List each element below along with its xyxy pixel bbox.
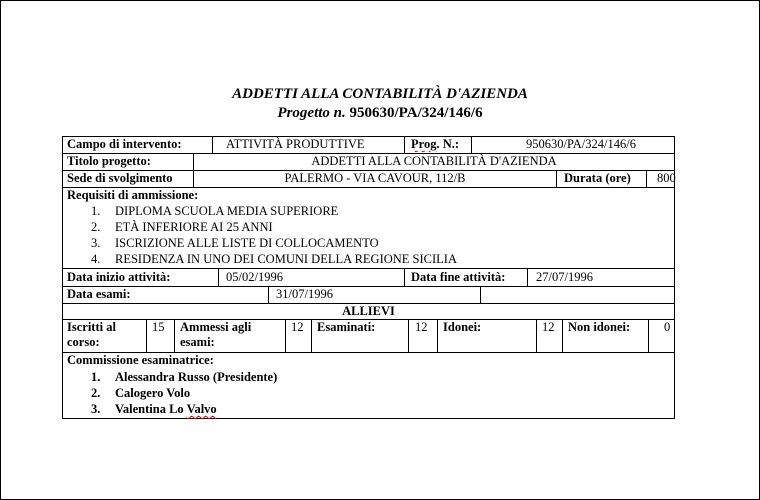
campo-label: Campo di intervento: [67,137,182,151]
cell-divider [480,286,481,303]
iscritti-value: 15 [152,320,165,334]
requisito-text: ETÀ INFERIORE AI 25 ANNI [115,220,273,234]
iscritti-label-line1: Iscritti al [67,320,116,334]
list-number: 2. [91,386,101,400]
requisito-item [91,204,338,219]
esami-label: Data esami: [67,287,131,301]
list-number: 3. [91,236,101,250]
project-code: 950630/PA/324/146/6 [349,105,483,121]
table-border-bottom [62,418,675,419]
cell-divider [437,319,438,352]
member-name: Calogero Volo [115,386,191,400]
prog-label-rest: . N.: [436,137,460,151]
durata-label: Durata (ore) [564,171,631,185]
titolo-value: ADDETTI ALLA CONTABILITÀ D'AZIENDA [311,154,557,168]
sede-value: PALERMO - VIA CAVOUR, 112/B [284,171,466,185]
requisito-item [91,236,379,251]
commissione-label: Commissione esaminatrice: [67,353,214,367]
list-number: 2. [91,220,101,234]
ammessi-label-line1: Ammessi agli [180,320,252,334]
table-border-left [62,136,63,419]
esaminati-label: Esaminati: [317,320,376,334]
ammessi-value: 12 [291,320,304,334]
non-idonei-value: 0 [664,320,671,334]
document-title: ADDETTI ALLA CONTABILITÀ D'AZIENDA [232,86,528,102]
cell-divider [562,319,563,352]
cell-divider [311,319,312,352]
sede-label: Sede di svolgimento [67,171,173,185]
esami-value: 31/07/1996 [276,287,333,301]
cell-divider [408,319,409,352]
fine-label: Data fine attività: [411,270,506,284]
idonei-value: 12 [542,320,555,334]
ammessi-label-line2: esami: [180,335,215,349]
requisiti-label: Requisiti di ammissione: [67,188,199,202]
inizio-value: 05/02/1996 [226,270,283,284]
project-prefix: Progetto n. [277,105,350,121]
table-rule [62,286,675,287]
idonei-label: Idonei: [443,320,482,334]
list-number: 1. [91,370,101,384]
cell-divider [556,170,557,187]
non-idonei-label: Non idonei: [568,320,631,334]
list-number: 1. [91,204,101,218]
requisito-item [91,220,273,235]
cell-divider [404,268,405,286]
member-name: Alessandra Russo (Presidente) [115,370,278,384]
cell-divider [174,319,175,352]
cell-divider [527,268,528,286]
cell-divider [536,319,537,352]
iscritti-label [67,320,116,350]
list-number: 4. [91,252,101,266]
cell-divider [646,170,647,187]
prog-label-word: Prog [411,137,437,151]
prog-value: 950630/PA/324/146/6 [526,137,636,151]
durata-value: 800 [657,171,676,185]
esaminati-value: 12 [415,320,428,334]
prog-label [411,137,459,152]
fine-value: 27/07/1996 [536,270,593,284]
cell-divider [212,136,213,153]
member-name-surname: Valvo [186,402,217,416]
member-name: Valentina Lo [115,402,187,416]
cell-divider [268,286,269,303]
titolo-label: Titolo progetto: [67,154,151,168]
iscritti-label-line2: corso: [67,335,100,349]
requisito-text: RESIDENZA IN UNO DEI COMUNI DELLA REGIONE SICILIA [115,252,457,266]
requisito-item [91,252,457,267]
commissione-member [91,386,190,401]
requisito-text: DIPLOMA SCUOLA MEDIA SUPERIORE [115,204,339,218]
cell-divider [404,136,405,153]
cell-divider [218,268,219,286]
cell-divider [648,319,649,352]
list-number: 3. [91,402,101,416]
campo-value: ATTIVITÀ PRODUTTIVE [226,137,365,151]
requisito-text: ISCRIZIONE ALLE LISTE DI COLLOCAMENTO [115,236,379,250]
cell-divider [146,319,147,352]
cell-divider [285,319,286,352]
allievi-header: ALLIEVI [342,304,395,318]
ammessi-label [180,320,251,350]
commissione-member [91,370,277,385]
cell-divider [471,136,472,153]
inizio-label: Data inizio attività: [67,270,171,284]
table-rule [62,268,675,269]
commissione-member [91,402,217,417]
document-subtitle [0,105,760,122]
